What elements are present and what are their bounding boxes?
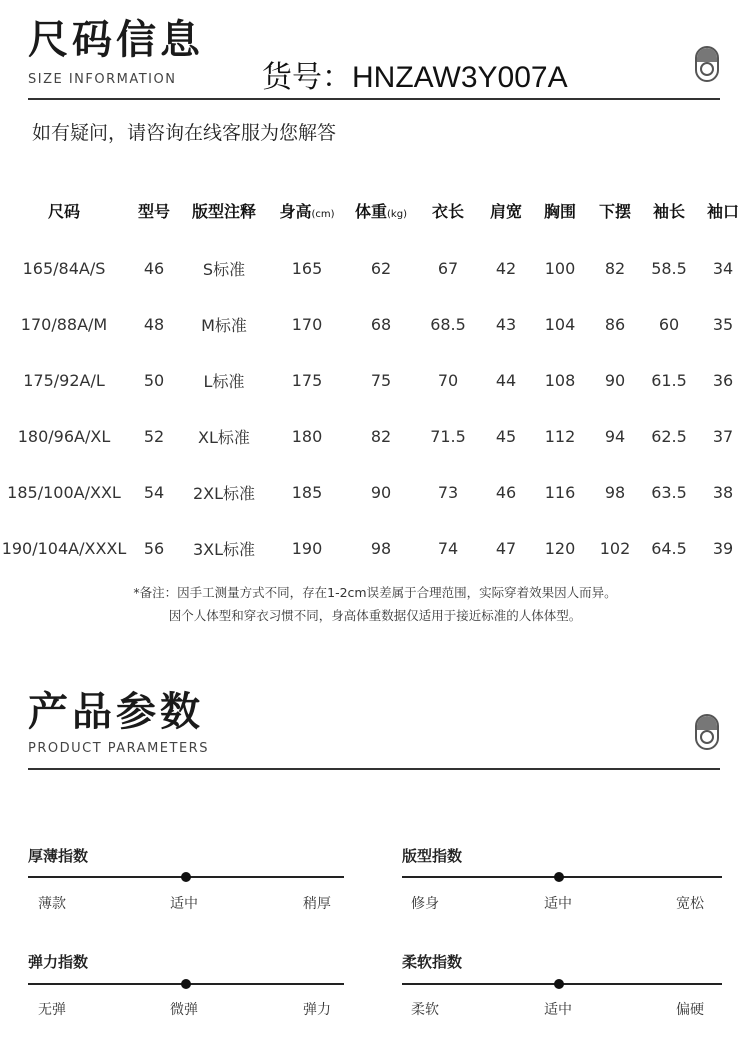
table-cell: 98 bbox=[604, 482, 626, 502]
table-row bbox=[0, 520, 750, 576]
param-elasticity-marker bbox=[181, 979, 191, 989]
table-cell: 120 bbox=[544, 538, 576, 558]
table-cell: 73 bbox=[437, 482, 459, 502]
table-cell: 38 bbox=[712, 482, 734, 502]
params-section-subtitle: PRODUCT PARAMETERS bbox=[28, 741, 209, 756]
size-table-header-row bbox=[0, 180, 750, 240]
header-weight: 体重(kg) bbox=[355, 201, 407, 221]
params-section-divider bbox=[28, 768, 720, 770]
customer-service-notice: 如有疑问，请咨询在线客服为您解答 bbox=[32, 122, 337, 144]
param-fit-marker bbox=[554, 872, 564, 882]
table-cell: 54 bbox=[143, 482, 165, 502]
table-cell: 185/100A/XXL bbox=[7, 482, 121, 502]
table-cell: 82 bbox=[370, 426, 392, 446]
header-sleeve-length: 袖长 bbox=[652, 201, 685, 221]
table-cell: 190/104A/XXXL bbox=[1, 538, 127, 558]
table-cell: 64.5 bbox=[651, 538, 687, 558]
table-cell: 60 bbox=[658, 314, 680, 334]
param-fit-label-high: 宽松 bbox=[676, 896, 704, 912]
param-elasticity-label-mid: 微弹 bbox=[170, 1002, 198, 1018]
table-cell: 45 bbox=[495, 426, 517, 446]
table-cell: 180 bbox=[291, 426, 323, 446]
table-cell: 165/84A/S bbox=[22, 258, 106, 278]
header-cuff: 袖口 bbox=[706, 201, 739, 221]
header-chest: 胸围 bbox=[543, 201, 576, 221]
size-section-subtitle: SIZE INFORMATION bbox=[28, 72, 177, 87]
table-cell: XL标准 bbox=[198, 427, 250, 447]
table-row bbox=[0, 240, 750, 296]
table-cell: 43 bbox=[495, 314, 517, 334]
table-cell: 70 bbox=[437, 370, 459, 390]
table-cell: 74 bbox=[437, 538, 459, 558]
param-fit-title: 版型指数 bbox=[402, 847, 463, 865]
table-cell: 52 bbox=[143, 426, 165, 446]
size-note-line-2: 因个人体型和穿衣习惯不同，身高体重数据仅适用于接近标准的人体体型。 bbox=[168, 608, 582, 623]
table-cell: 48 bbox=[143, 314, 165, 334]
table-cell: 86 bbox=[604, 314, 626, 334]
table-cell: 75 bbox=[370, 370, 392, 390]
table-cell: 46 bbox=[495, 482, 517, 502]
param-softness-label-high: 偏硬 bbox=[676, 1002, 704, 1018]
table-cell: 61.5 bbox=[651, 370, 687, 390]
table-cell: 2XL标准 bbox=[192, 483, 256, 503]
header-model: 型号 bbox=[137, 201, 170, 221]
table-cell: 90 bbox=[604, 370, 626, 390]
size-section-divider bbox=[28, 98, 720, 100]
table-cell: 58.5 bbox=[651, 258, 687, 278]
table-cell: 68.5 bbox=[430, 314, 466, 334]
table-cell: 56 bbox=[143, 538, 165, 558]
table-cell: 170/88A/M bbox=[20, 314, 108, 334]
table-cell: 46 bbox=[143, 258, 165, 278]
table-cell: 112 bbox=[544, 426, 576, 446]
table-cell: L标准 bbox=[203, 371, 245, 391]
scroll-indicator-icon bbox=[695, 46, 719, 82]
table-cell: 36 bbox=[712, 370, 734, 390]
param-softness-title: 柔软指数 bbox=[402, 953, 463, 971]
table-cell: 42 bbox=[495, 258, 517, 278]
table-cell: 34 bbox=[712, 258, 734, 278]
param-fit-label-low: 修身 bbox=[411, 896, 439, 912]
size-note-line-1: *备注：因手工测量方式不同，存在1-2cm误差属于合理范围，实际穿着效果因人而异。 bbox=[133, 585, 617, 600]
table-cell: 165 bbox=[291, 258, 323, 278]
table-cell: 39 bbox=[712, 538, 734, 558]
table-cell: 190 bbox=[291, 538, 323, 558]
table-cell: 67 bbox=[437, 258, 459, 278]
header-length: 衣长 bbox=[431, 201, 464, 221]
param-softness-label-low: 柔软 bbox=[411, 1002, 439, 1018]
table-cell: 50 bbox=[143, 370, 165, 390]
table-row bbox=[0, 408, 750, 464]
table-row bbox=[0, 352, 750, 408]
header-size: 尺码 bbox=[47, 201, 80, 221]
header-fit: 版型注释 bbox=[191, 201, 256, 221]
header-shoulder: 肩宽 bbox=[489, 201, 522, 221]
table-cell: 102 bbox=[599, 538, 631, 558]
table-cell: 104 bbox=[544, 314, 576, 334]
header-height: 身高(cm) bbox=[279, 201, 335, 221]
header-hem: 下摆 bbox=[598, 201, 631, 221]
table-cell: 62.5 bbox=[651, 426, 687, 446]
table-cell: 35 bbox=[712, 314, 734, 334]
size-section-title: 尺码信息 bbox=[28, 17, 204, 63]
table-cell: 63.5 bbox=[651, 482, 687, 502]
table-row bbox=[0, 296, 750, 352]
table-cell: 170 bbox=[291, 314, 323, 334]
table-cell: M标准 bbox=[201, 315, 247, 335]
table-cell: S标准 bbox=[202, 259, 246, 279]
param-elasticity-label-high: 弹力 bbox=[303, 1002, 331, 1018]
param-thickness-label-mid: 适中 bbox=[170, 896, 198, 912]
table-cell: 68 bbox=[370, 314, 392, 334]
table-cell: 180/96A/XL bbox=[17, 426, 111, 446]
product-number: 货号：HNZAW3Y007A bbox=[262, 61, 568, 94]
param-softness-label-mid: 适中 bbox=[544, 1002, 572, 1018]
param-elasticity-label-low: 无弹 bbox=[38, 1002, 66, 1018]
table-cell: 3XL标准 bbox=[192, 539, 256, 559]
param-thickness-label-low: 薄款 bbox=[38, 896, 66, 912]
table-cell: 71.5 bbox=[430, 426, 466, 446]
param-thickness-label-high: 稍厚 bbox=[303, 896, 331, 912]
table-cell: 94 bbox=[604, 426, 626, 446]
table-cell: 175/92A/L bbox=[23, 370, 105, 390]
param-thickness-marker bbox=[181, 872, 191, 882]
table-cell: 90 bbox=[370, 482, 392, 502]
params-section-title: 产品参数 bbox=[28, 689, 204, 735]
table-cell: 108 bbox=[544, 370, 576, 390]
table-cell: 62 bbox=[370, 258, 392, 278]
table-cell: 175 bbox=[291, 370, 323, 390]
table-cell: 82 bbox=[604, 258, 626, 278]
table-cell: 98 bbox=[370, 538, 392, 558]
scroll-indicator-icon bbox=[695, 714, 719, 750]
param-thickness-title: 厚薄指数 bbox=[28, 847, 89, 865]
param-elasticity-title: 弹力指数 bbox=[28, 953, 89, 971]
table-cell: 116 bbox=[544, 482, 576, 502]
param-fit-label-mid: 适中 bbox=[544, 896, 572, 912]
size-table bbox=[0, 180, 750, 576]
table-row bbox=[0, 464, 750, 520]
table-cell: 44 bbox=[495, 370, 517, 390]
table-cell: 47 bbox=[495, 538, 517, 558]
param-softness-marker bbox=[554, 979, 564, 989]
table-cell: 37 bbox=[712, 426, 734, 446]
table-cell: 185 bbox=[291, 482, 323, 502]
table-cell: 100 bbox=[544, 258, 576, 278]
